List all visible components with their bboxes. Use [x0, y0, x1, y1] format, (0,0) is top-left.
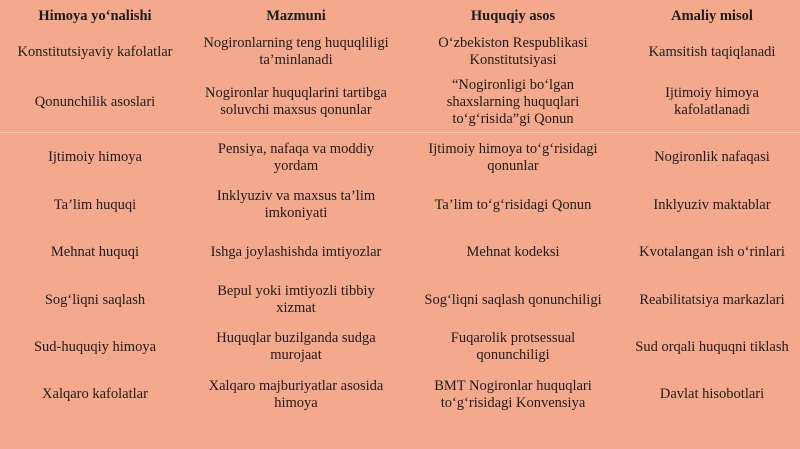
table-cell: Ta’lim huquqi	[53, 196, 137, 213]
table-cell: Mehnat huquqi	[50, 243, 140, 260]
table-cell: Sud orqali huquqni tiklash	[635, 338, 789, 355]
table-cell: Kvotalangan ish o‘rinlari	[639, 243, 785, 260]
table-cell: Kamsitish taqiqlanadi	[648, 43, 776, 60]
header-cell: Huquqiy asos	[470, 7, 556, 24]
table-cell: Xalqaro majburiyatlar asosida himoya	[208, 377, 384, 411]
table-cell: O‘zbekiston Respublikasi Konstitutsiyasi	[438, 35, 588, 68]
header-cell: Himoya yo‘nalishi	[38, 7, 152, 24]
table-cell: Inklyuziv va maxsus ta’lim imkoniyati	[216, 188, 376, 221]
table-cell: Nogironlarning teng huquqliligi ta’minlanadi	[203, 35, 389, 68]
table-cell: Ijtimoiy himoya kafolatlanadi	[665, 85, 759, 118]
table-cell: Sog‘liqni saqlash	[44, 291, 146, 308]
table-cell: Nogironlik nafaqasi	[624, 132, 800, 182]
table-cell: Konstitutsiyaviy kafolatlar	[17, 43, 173, 60]
table-cell: Bepul yoki imtiyozli tibbiy xizmat	[217, 283, 375, 316]
table-cell: Sud-huquqiy himoya	[33, 338, 157, 355]
table-cell: Qonunchilik asoslari	[34, 93, 156, 110]
table-cell: Davlat hisobotlari	[659, 386, 765, 402]
table-cell: Reabilitatsiya markazlari	[639, 291, 785, 308]
table-cell: Pensiya, nafaqa va moddiy yordam	[190, 132, 402, 182]
header-cell: Mazmuni	[266, 7, 326, 24]
table-cell: Inklyuziv maktablar	[653, 196, 771, 213]
table-cell: Mehnat kodeksi	[466, 243, 560, 260]
table-cell: Huquqlar buzilganda sudga murojaat	[216, 330, 376, 363]
table-cell: Nogironlar huquqlarini tartibga soluvchi maxsus qonunlar	[204, 85, 387, 118]
table-cell: Ijtimoiy himoya	[0, 132, 190, 182]
table-cell: Ta’lim to‘g‘risidagi Qonun	[434, 196, 592, 213]
table-cell: Xalqaro kafolatlar	[42, 386, 148, 402]
table-cell: BMT Nogironlar huquqlari to‘g‘risidagi Konvensiya	[434, 377, 592, 411]
table-cell: Sog‘liqni saqlash qonunchiligi	[424, 291, 602, 308]
table-cell: Ishga joylashishda imtiyozlar	[210, 243, 382, 260]
header-cell: Amaliy misol	[671, 7, 753, 24]
table-cell: Fuqarolik protsessual qonunchiligi	[450, 330, 576, 363]
table-cell: Ijtimoiy himoya to‘g‘risidagi qonunlar	[402, 132, 624, 182]
table-cell: “Nogironligi bo‘lgan shaxslarning huquqlari to‘g‘risida”gi Qonun	[446, 76, 580, 127]
